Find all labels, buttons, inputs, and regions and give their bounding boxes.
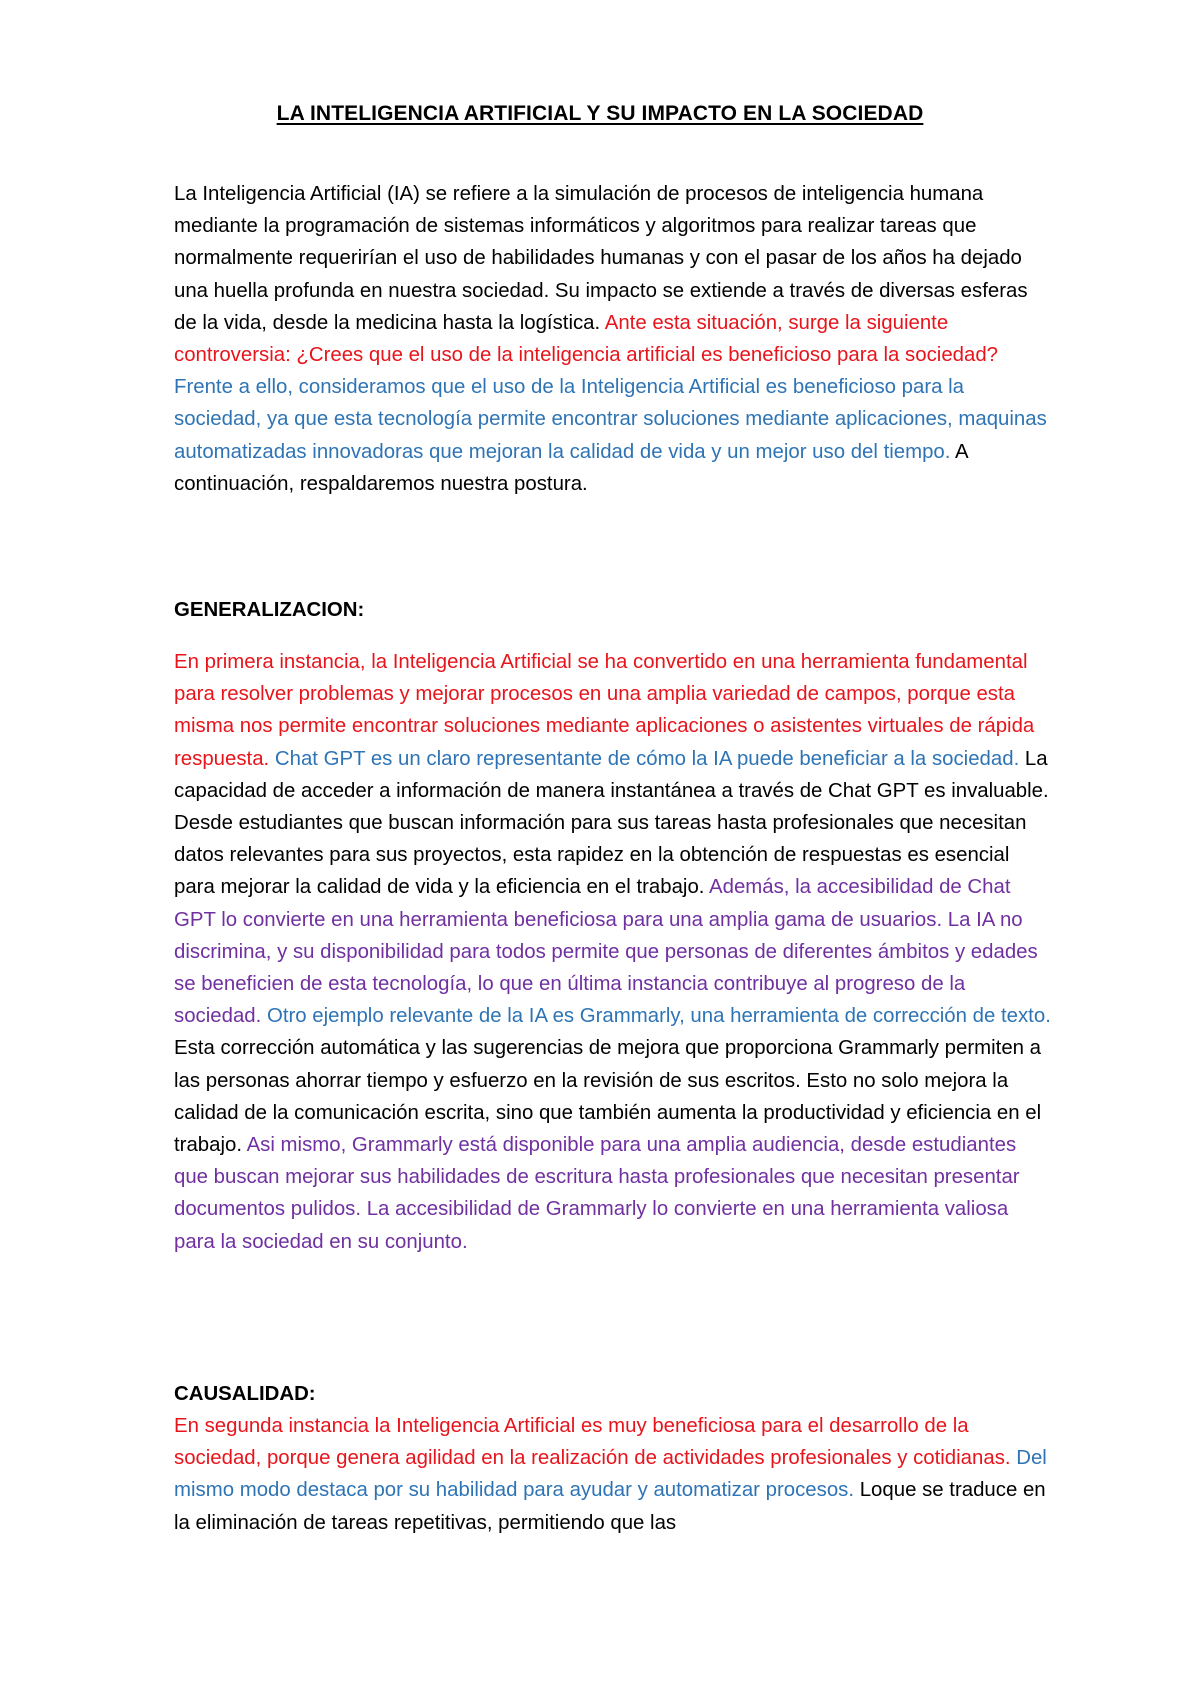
intro-controversy-text: Ante esta situación, surge la siguiente controversia: ¿Crees que el uso de la inteligencia artificial es beneficioso para la sociedad?	[174, 311, 999, 367]
generalizacion-chatgpt-explanation: La capacidad de acceder a información de manera instantánea a través de Chat GPT es invaluable. Desde estudiantes que buscan información para sus tareas hasta profesionales que necesitan datos relevantes para sus proyectos, esta rapidez en la obtención de respuestas es esencial para mejorar la calidad de vida y la eficiencia en el trabajo.	[174, 747, 1049, 899]
intro-context-text: La Inteligencia Artificial (IA) se refiere a la simulación de procesos de inteligencia humana mediante la programación de sistemas informáticos y algoritmos para realizar tareas que normalmente requerirían el uso de habilidades humanas y con el pasar de los años ha dejado una huella profunda en nuestra sociedad. Su impacto se extiende a través de diversas esferas de la vida, desde la medicina hasta la logística.	[174, 183, 1028, 334]
intro-closing-text: A continuación, respaldaremos nuestra postura.	[174, 440, 968, 495]
generalizacion-grammarly-explanation: Esta corrección automática y las sugerencias de mejora que proporciona Grammarly permiten a las personas ahorrar tiempo y esfuerzo en la revisión de sus escritos. Esto no solo mejora la calidad de la comunicación escrita, sino que también aumenta la productividad y eficiencia en el trabajo.	[174, 1037, 1042, 1157]
causalidad-paragraph	[174, 1410, 1054, 1539]
section-heading-causalidad: CAUSALIDAD:	[174, 1383, 316, 1405]
causalidad-explanation-text: Loque se traduce en la eliminación de tareas repetitivas, permitiendo que las	[174, 1479, 1046, 1534]
generalizacion-chatgpt-accessibility: Además, la accesibilidad de Chat GPT lo convierte en una herramienta beneficiosa para una amplia gama de usuarios. La IA no discrimina, y su disponibilidad para todos permite que personas de diferentes ámbitos y edades se beneficien de esta tecnología, lo que en última instancia contribuye al progreso de la sociedad.	[174, 876, 1038, 1028]
intro-stance-text: Frente a ello, consideramos que el uso de la Inteligencia Artificial es beneficioso para la sociedad, ya que esta tecnología permite encontrar soluciones mediante aplicaciones, maquinas automatizadas innovadoras que mejoran la calidad de vida y un mejor uso del tiempo.	[174, 376, 1047, 463]
generalizacion-argument-text: En primera instancia, la Inteligencia Artificial se ha convertido en una herramienta fundamental para resolver problemas y mejorar procesos en una amplia variedad de campos, porque esta misma nos permite encontrar soluciones mediante aplicaciones o asistentes virtuales de rápida respuesta.	[174, 651, 1035, 770]
section-heading-generalizacion: GENERALIZACION:	[174, 599, 365, 621]
causalidad-argument-text: En segunda instancia la Inteligencia Artificial es muy beneficiosa para el desarrollo de la sociedad, porque genera agilidad en la realización de actividades profesionales y cotidianas.	[174, 1415, 1017, 1470]
generalizacion-grammarly-accessibility: Asi mismo, Grammarly está disponible para una amplia audiencia, desde estudiantes que buscan mejorar sus habilidades de escritura hasta profesionales que necesitan presentar documentos pulidos. La accesibilidad de Grammarly lo convierte en una herramienta valiosa para la sociedad en su conjunto.	[174, 1134, 1020, 1253]
generalizacion-example-chatgpt: Chat GPT es un claro representante de cómo la IA puede beneficiar a la sociedad.	[274, 747, 1020, 770]
generalizacion-paragraph	[174, 646, 1054, 1258]
document-title: LA INTELIGENCIA ARTIFICIAL Y SU IMPACTO EN LA SOCIEDAD	[276, 102, 924, 125]
intro-paragraph	[174, 178, 1054, 500]
causalidad-example-text: Del mismo modo destaca por su habilidad para ayudar y automatizar procesos.	[174, 1447, 1047, 1502]
generalizacion-example-grammarly: Otro ejemplo relevante de la IA es Grammarly, una herramienta de corrección de texto.	[266, 1005, 1051, 1028]
